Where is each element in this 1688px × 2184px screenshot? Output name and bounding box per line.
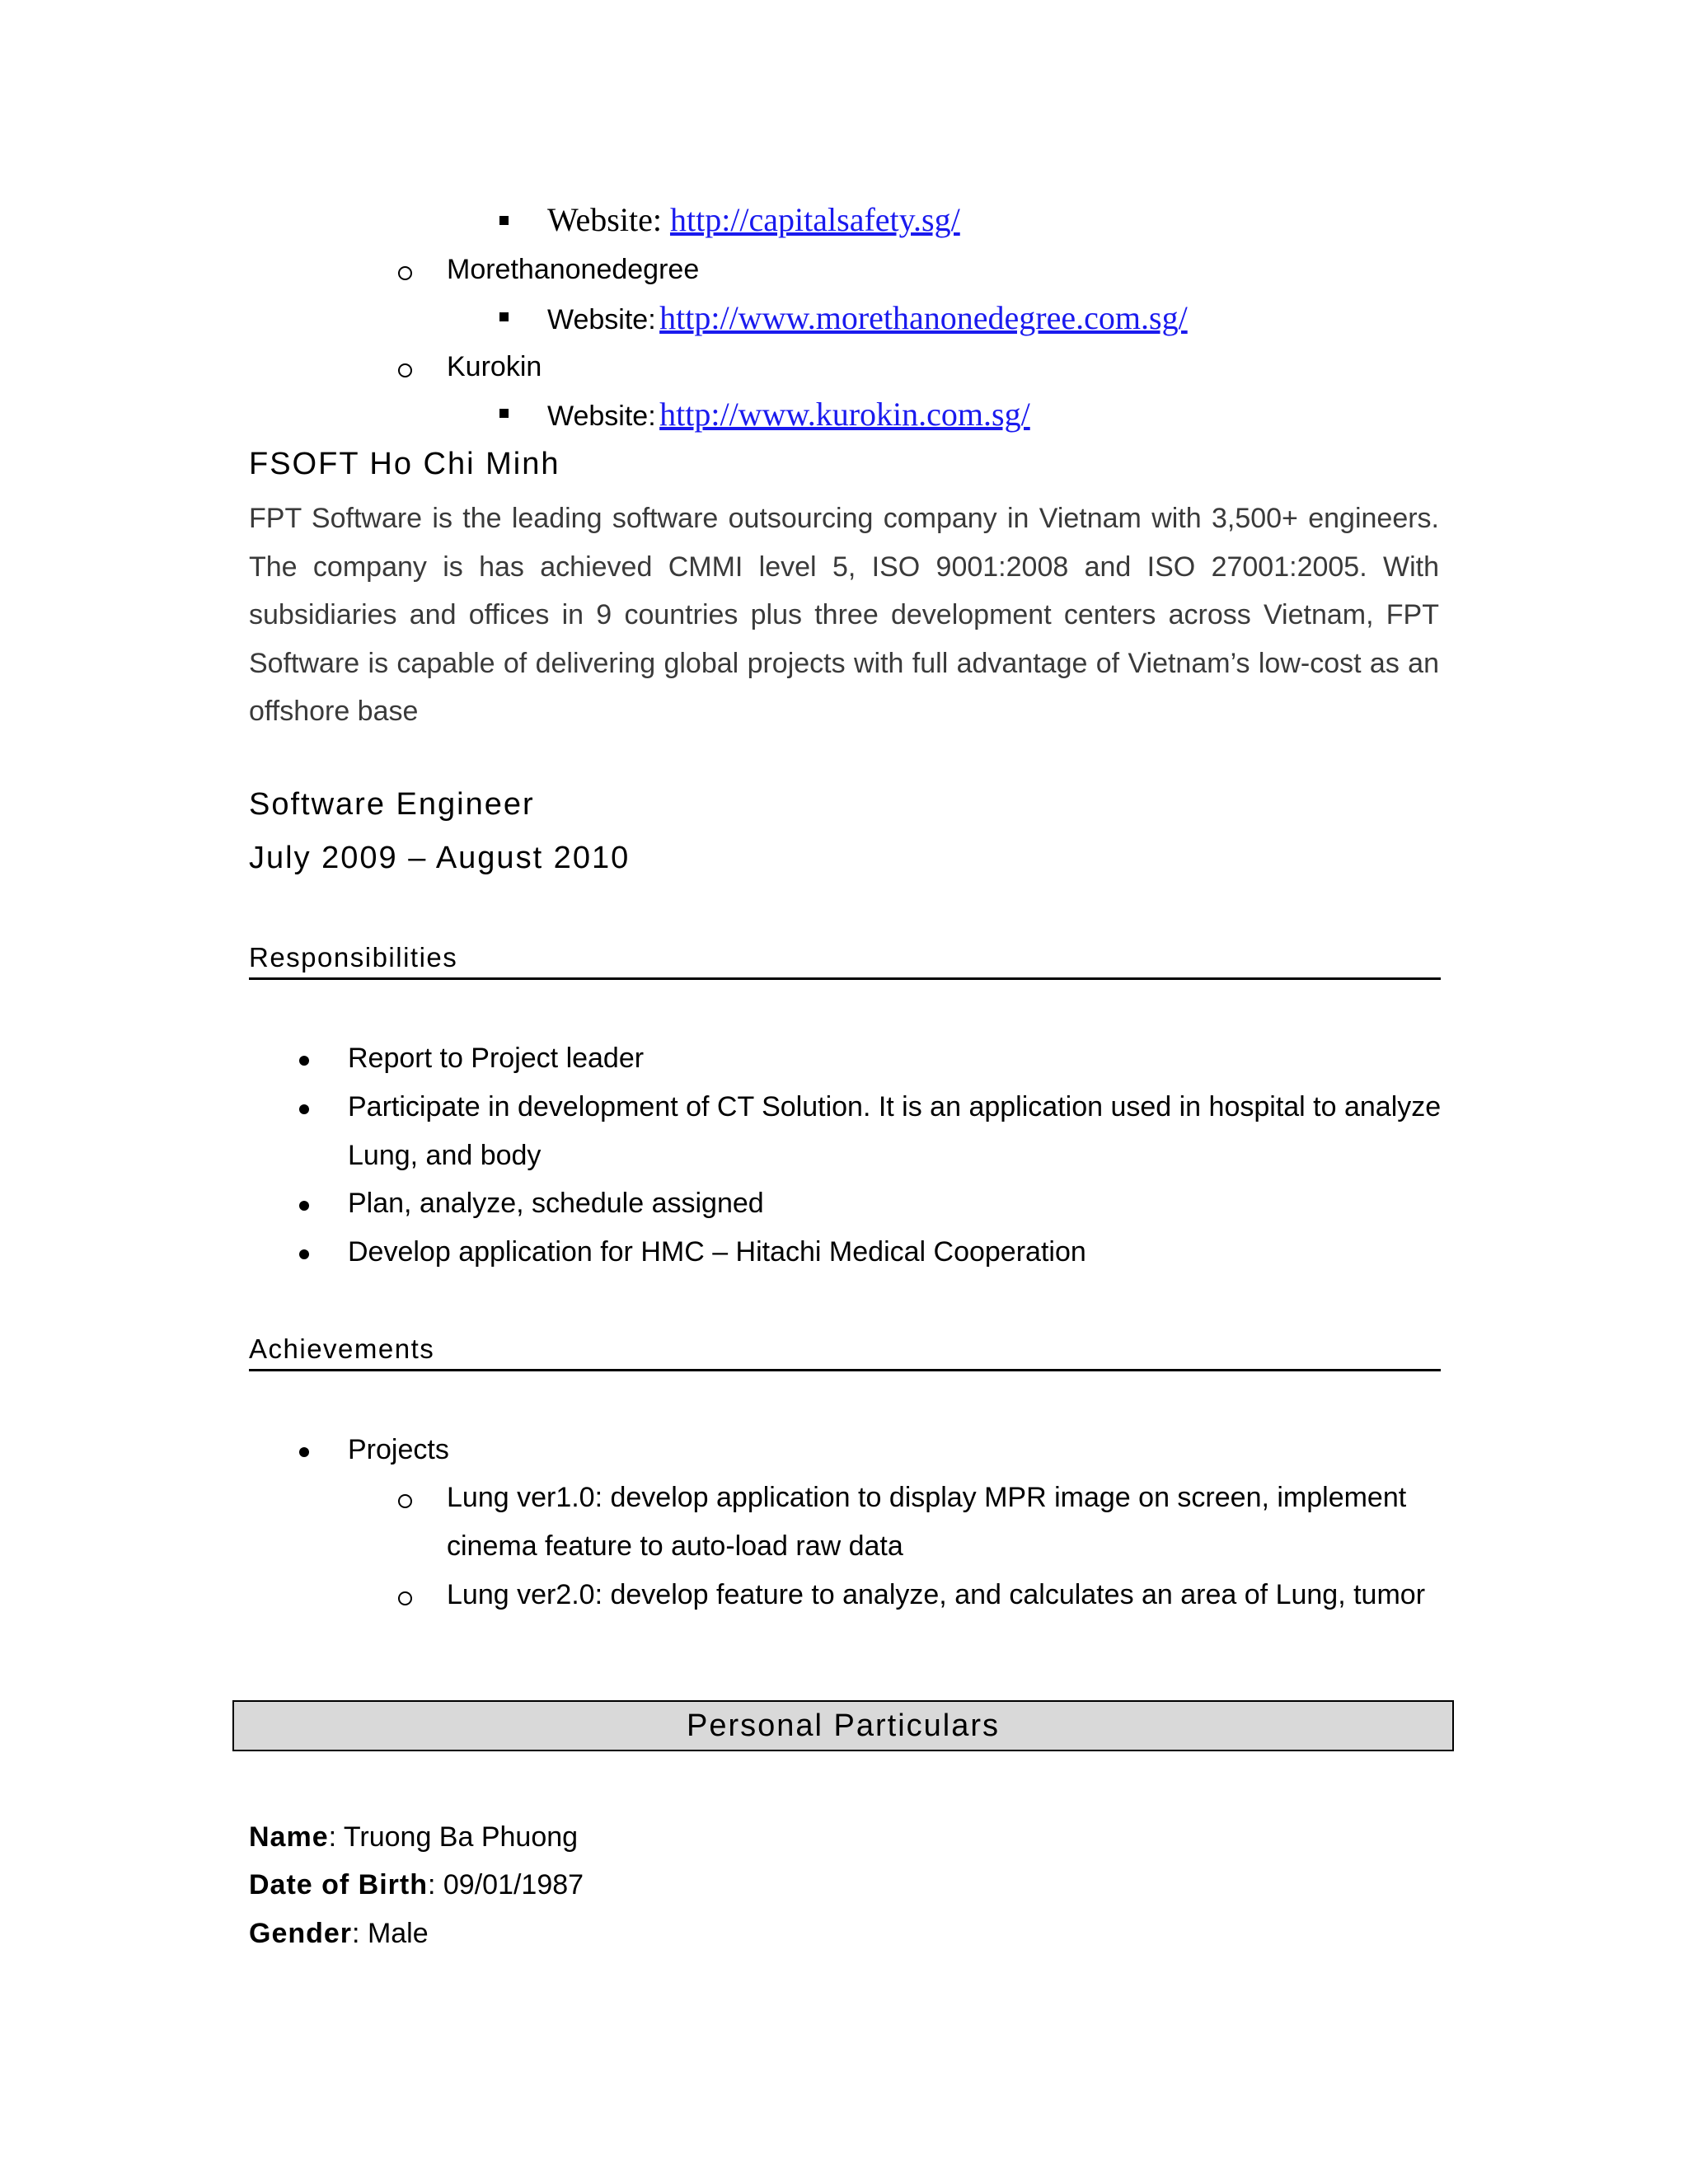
- website-link-capitalsafety[interactable]: http://capitalsafety.sg/: [669, 201, 960, 238]
- circle-bullet-icon: [398, 1494, 412, 1508]
- website-label: Website:: [547, 304, 656, 335]
- list-item: Report to Project leader: [348, 1043, 645, 1074]
- company-morethanonedegree: Morethanonedegree: [447, 254, 700, 285]
- website-label: Website:: [547, 201, 662, 238]
- website-line: [547, 395, 1030, 434]
- company-description: FPT Software is the leading software outsourcing company in Vietnam with 3,500+ engineers. The company is has achieved CMMI level 5, ISO 9001:2008 and ISO 27001:2005. With subsidiaries and offices in 9 countries plus three development centers across Vietnam, FPT Software is capable of delivering global projects with full advantage of Vietnam’s low-cost as an offshore base: [249, 503, 1439, 727]
- square-bullet-icon: [499, 312, 509, 321]
- gender-row: [249, 1918, 429, 1950]
- section-divider: [249, 977, 1441, 980]
- dob-row: [249, 1869, 584, 1901]
- circle-bullet-icon: [398, 1591, 412, 1605]
- personal-particulars-banner: [232, 1700, 1454, 1751]
- section-divider: [249, 1369, 1441, 1371]
- square-bullet-icon: [499, 216, 509, 225]
- list-item-continuation: Lung, and body: [348, 1140, 542, 1171]
- banner-title: Personal Particulars: [686, 1708, 1001, 1743]
- website-label: Website:: [547, 401, 656, 432]
- dob-label: Date of Birth: [249, 1869, 428, 1900]
- gender-value: : Male: [352, 1918, 429, 1949]
- name-value: : Truong Ba Phuong: [328, 1821, 579, 1853]
- circle-bullet-icon: [398, 266, 412, 280]
- bullet-icon: [299, 1201, 309, 1211]
- responsibilities-heading: Responsibilities: [249, 942, 458, 972]
- list-item: Develop application for HMC – Hitachi Medical Cooperation: [348, 1236, 1086, 1268]
- bullet-icon: [299, 1104, 309, 1114]
- job-period: July 2009 – August 2010: [249, 841, 631, 875]
- website-link-kurokin[interactable]: http://www.kurokin.com.sg/: [659, 396, 1030, 433]
- company-title: FSOFT Ho Chi Minh: [249, 447, 560, 481]
- dob-value: : 09/01/1987: [428, 1869, 584, 1900]
- company-kurokin: Kurokin: [447, 351, 542, 382]
- bullet-icon: [299, 1056, 309, 1066]
- circle-bullet-icon: [398, 363, 412, 377]
- list-item: Participate in development of CT Solution. It is an application used in hospital to analyze: [348, 1091, 1442, 1122]
- name-label: Name: [249, 1821, 329, 1853]
- project-item: Lung ver1.0: develop application to display MPR image on screen, implement: [447, 1482, 1407, 1513]
- square-bullet-icon: [499, 409, 509, 418]
- website-line: [547, 298, 1188, 337]
- project-item-continuation: cinema feature to auto-load raw data: [447, 1530, 903, 1562]
- bullet-icon: [299, 1249, 309, 1259]
- list-item: Plan, analyze, schedule assigned: [348, 1188, 764, 1219]
- website-link-morethanonedegree[interactable]: http://www.morethanonedegree.com.sg/: [659, 299, 1188, 336]
- name-row: [249, 1821, 578, 1854]
- gender-label: Gender: [249, 1918, 353, 1949]
- bullet-icon: [299, 1447, 309, 1457]
- job-title: Software Engineer: [249, 787, 535, 822]
- achievements-heading: Achievements: [249, 1333, 435, 1364]
- list-item: Projects: [348, 1434, 449, 1465]
- project-item: Lung ver2.0: develop feature to analyze, and calculates an area of Lung, tumor: [447, 1579, 1426, 1610]
- website-line: [547, 200, 960, 239]
